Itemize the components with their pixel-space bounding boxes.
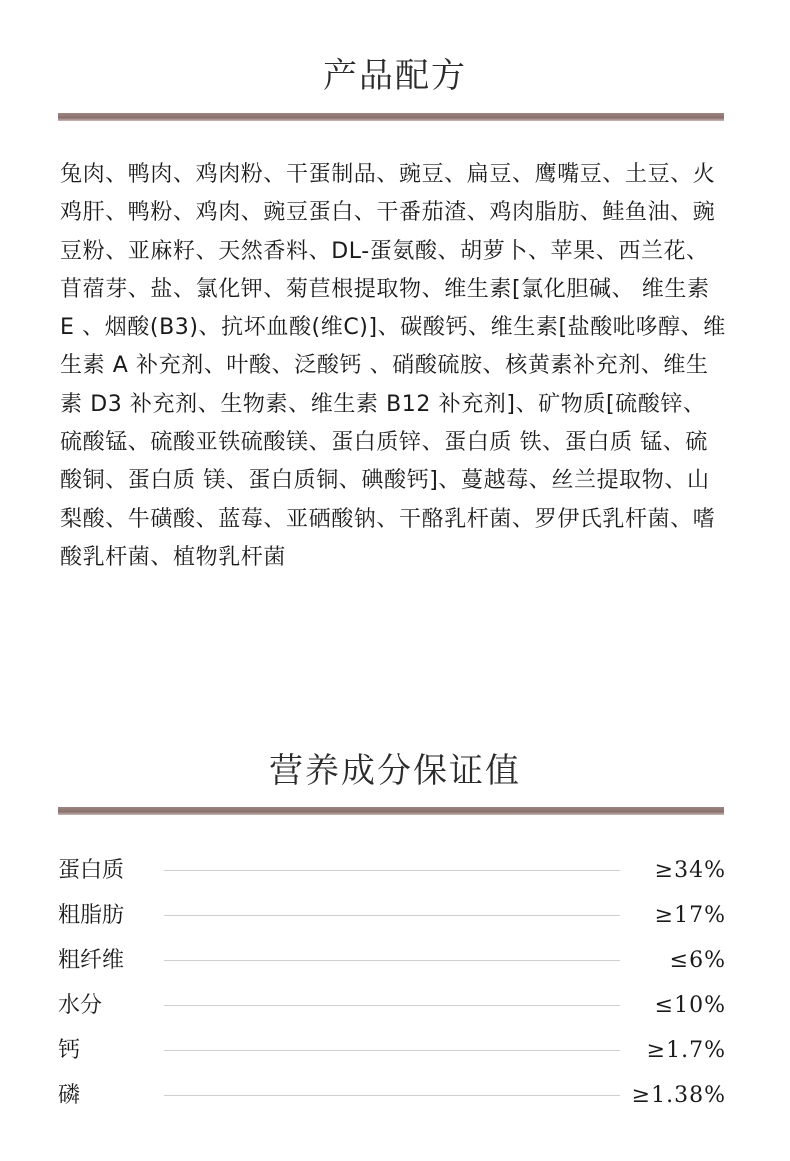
nutrition-name: 蛋白质 (58, 858, 125, 883)
ingredients-text: 兔肉、鸭肉、鸡肉粉、干蛋制品、豌豆、扁豆、鹰嘴豆、土豆、火鸡肝、鸭粉、鸡肉、豌豆蛋白、干番茄渣、鸡肉脂肪、鲑鱼油、豌豆粉、亚麻籽、天然香料、DL-蛋氨酸、胡萝卜、苹果、西兰花、苜蓿芽、盐、氯化钾、菊苣根提取物、维生素[氯化胆碱、 维生素 E 、烟酸(B3)、抗坏血酸(维C)]、碳酸钙、维生素[盐酸吡哆醇、维生素 A 补充剂、叶酸、泛酸钙 、硝酸硫胺、核黄素补充剂、维生素 D3 补充剂、生物素、维生素 B12 补充剂]、矿物质[硫酸锌、硫酸锰、硫酸亚铁硫酸镁、蛋白质锌、蛋白质 铁、蛋白质 锰、硫酸铜、蛋白质 镁、蛋白质铜、碘酸钙]、蔓越莓、丝兰提取物、山梨酸、牛磺酸、蓝莓、亚硒酸钠、干酪乳杆菌、罗伊氏乳杆菌、嗜酸乳杆菌、植物乳杆菌 (60, 162, 726, 570)
nutrition-value: ≤10% (654, 993, 726, 1018)
nutrition-title-divider (58, 807, 724, 815)
nutrition-row-phosphorus (58, 1075, 726, 1115)
formula-title-divider (58, 113, 724, 121)
leader-line (164, 915, 620, 916)
nutrition-value: ≥1.38% (631, 1083, 726, 1108)
nutrition-name: 粗脂肪 (58, 903, 125, 928)
nutrition-name: 钙 (58, 1038, 81, 1063)
formula-title: 产品配方 (323, 56, 467, 96)
leader-line (164, 1050, 620, 1051)
leader-line (164, 1005, 620, 1006)
leader-line (164, 1095, 620, 1096)
nutrition-value: ≥1.7% (646, 1038, 726, 1063)
nutrition-name: 磷 (58, 1083, 81, 1108)
nutrition-title: 营养成分保证值 (269, 751, 521, 791)
nutrition-row-crude-fiber (58, 940, 726, 980)
leader-line (164, 960, 620, 961)
nutrition-value: ≤6% (669, 948, 726, 973)
nutrition-row-moisture (58, 985, 726, 1025)
nutrition-row-crude-fat (58, 895, 726, 935)
nutrition-row-calcium (58, 1030, 726, 1070)
nutrition-name: 水分 (58, 993, 103, 1018)
nutrition-name: 粗纤维 (58, 948, 125, 973)
nutrition-row-protein (58, 850, 726, 890)
nutrition-value: ≥34% (654, 858, 726, 883)
nutrition-value: ≥17% (654, 903, 726, 928)
leader-line (164, 870, 620, 871)
